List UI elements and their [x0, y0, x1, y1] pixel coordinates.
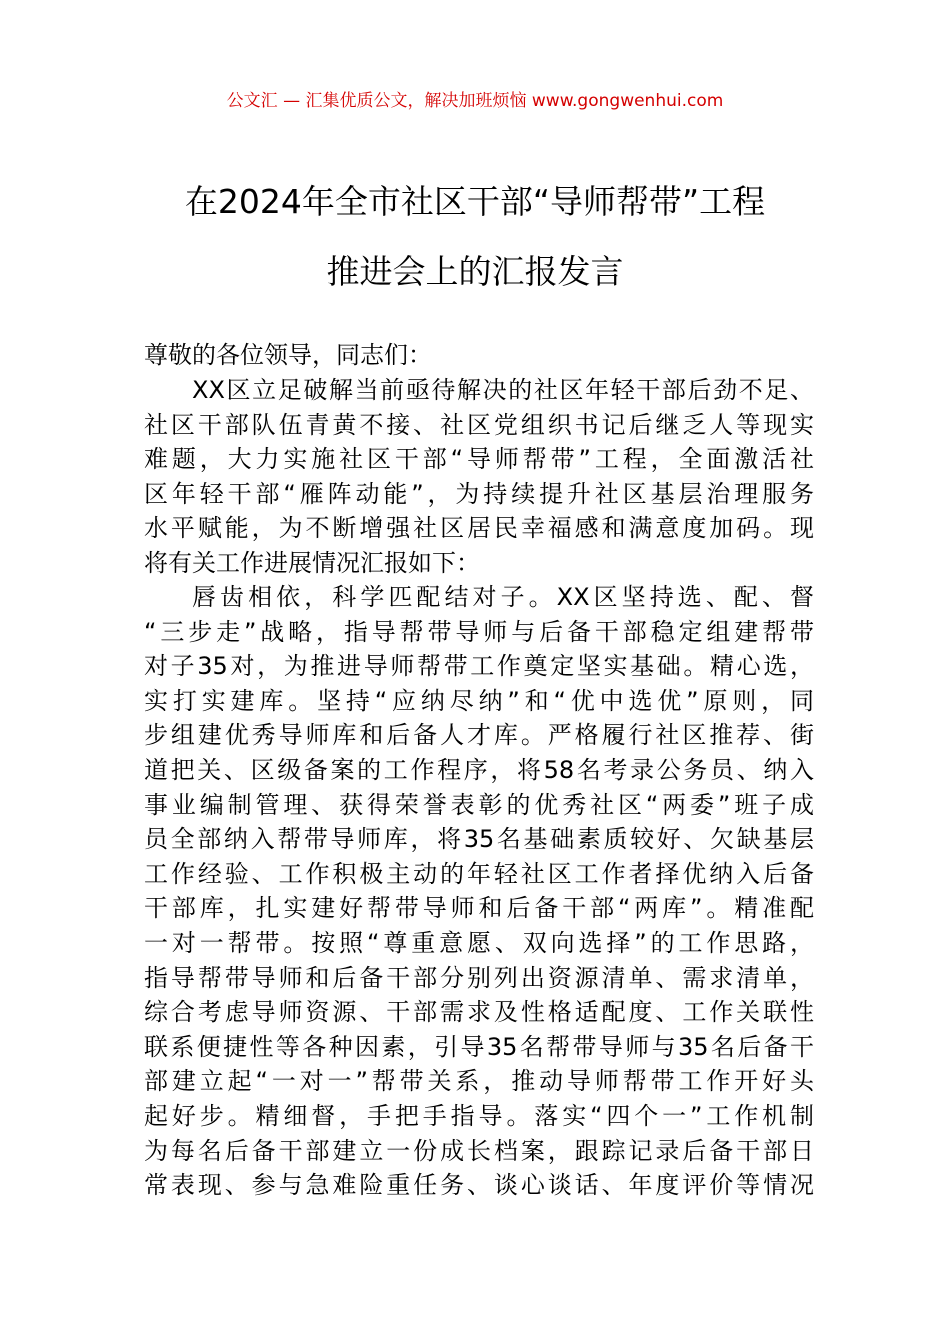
- paragraph-line: “三步走”战略，指导帮带导师与后备干部稳定组建帮带: [144, 617, 814, 646]
- document-title-line-1: 在2024年全市社区干部“导师帮带”工程: [184, 182, 766, 221]
- paragraph-line: 起好步。精细督，手把手指导。落实“四个一”工作机制: [144, 1101, 814, 1130]
- paragraph-line: 将有关工作进展情况汇报如下：: [144, 548, 480, 577]
- paragraph-1: [144, 373, 814, 581]
- paragraph-line: 水平赋能，为不断增强社区居民幸福感和满意度加码。现: [144, 514, 814, 543]
- paragraph-line: 部建立起“一对一”帮带关系，推动导师帮带工作开好头: [144, 1067, 814, 1096]
- paragraph-line: 事业编制管理、获得荣誉表彰的优秀社区“两委”班子成: [144, 790, 814, 819]
- paragraph-2: [144, 580, 814, 1203]
- paragraph-line: XX区立足破解当前亟待解决的社区年轻干部后劲不足、: [192, 376, 814, 404]
- paragraph-line: 指导帮带导师和后备干部分别列出资源清单、需求清单，: [144, 963, 814, 992]
- paragraph-line: 实打实建库。坚持“应纳尽纳”和“优中选优”原则，同: [144, 686, 814, 715]
- paragraph-line: 道把关、区级备案的工作程序，将58名考录公务员、纳入: [144, 755, 814, 784]
- paragraph-line: 对子35对，为推进导师帮带工作奠定坚实基础。精心选，: [144, 652, 814, 681]
- paragraph-line: 为每名后备干部建立一份成长档案，跟踪记录后备干部日: [144, 1136, 814, 1165]
- paragraph-line: 联系便捷性等各种因素，引导35名帮带导师与35名后备干: [144, 1032, 814, 1061]
- paragraph-line: 难题，大力实施社区干部“导师帮带”工程，全面激活社: [144, 445, 814, 474]
- paragraph-line: 区年轻干部“雁阵动能”，为持续提升社区基层治理服务: [144, 479, 814, 508]
- paragraph-line: 干部库，扎实建好帮带导师和后备干部“两库”。精准配: [144, 894, 814, 923]
- paragraph-line: 一对一帮带。按照“尊重意愿、双向选择”的工作思路，: [144, 928, 814, 957]
- document-title-line-2: 推进会上的汇报发言: [326, 252, 624, 291]
- paragraph-line: 步组建优秀导师库和后备人才库。严格履行社区推荐、街: [144, 721, 814, 750]
- paragraph-line: 社区干部队伍青黄不接、社区党组织书记后继乏人等现实: [144, 410, 814, 439]
- paragraph-line: 唇齿相依，科学匹配结对子。XX区坚持选、配、督: [192, 583, 814, 611]
- paragraph-line: 常表现、参与急难险重任务、谈心谈话、年度评价等情况: [144, 1171, 814, 1200]
- header-banner: 公文汇 — 汇集优质公文，解决加班烦恼 www.gongwenhui.com: [226, 91, 724, 111]
- salutation: 尊敬的各位领导，同志们：: [144, 341, 432, 369]
- paragraph-line: 工作经验、工作积极主动的年轻社区工作者择优纳入后备: [144, 859, 814, 888]
- paragraph-line: 员全部纳入帮带导师库，将35名基础素质较好、欠缺基层: [144, 825, 814, 854]
- paragraph-line: 综合考虑导师资源、干部需求及性格适配度、工作关联性: [144, 998, 814, 1027]
